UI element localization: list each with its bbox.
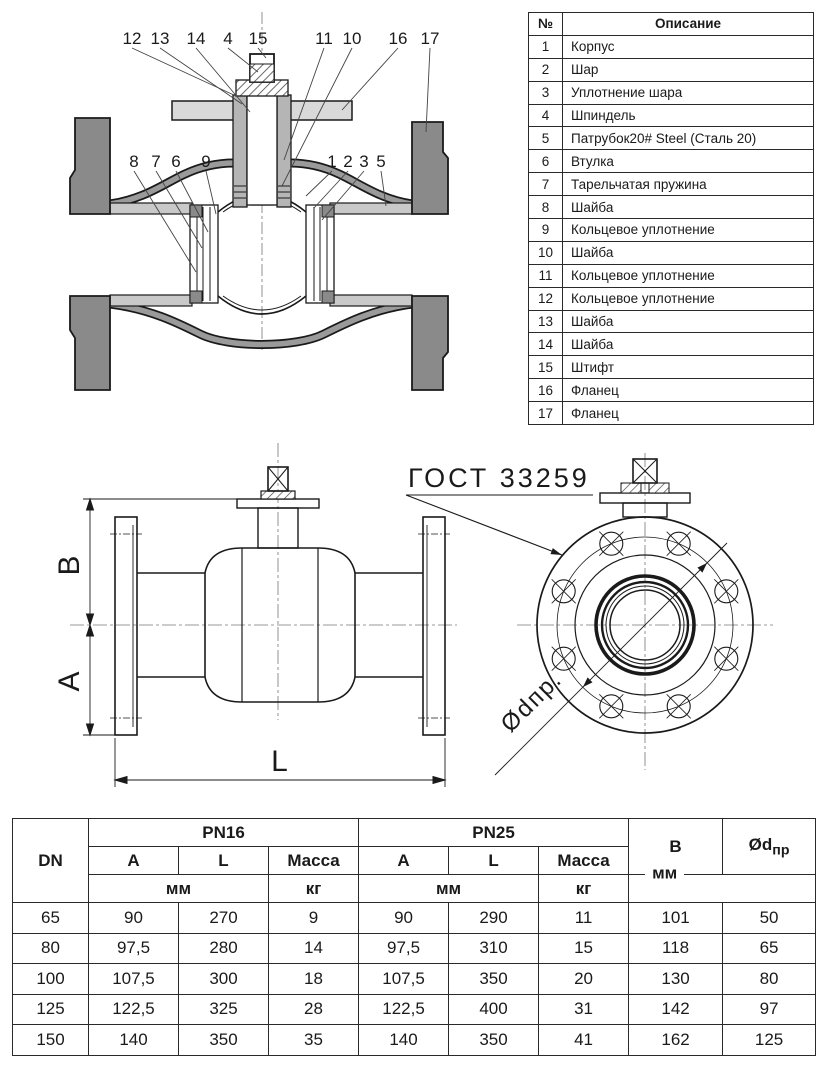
parts-row: 14 Шайба: [529, 333, 814, 356]
spec-row-dn100: 100 107,5 300 18 107,5 350 20 130 80: [13, 964, 816, 995]
callout-5: 5: [376, 152, 386, 171]
gost-annotation: [406, 463, 593, 555]
callout-14: 14: [186, 29, 206, 48]
parts-header-row: [529, 13, 814, 36]
spec-header-pn16: PN16: [89, 819, 359, 847]
callout-15: 15: [248, 29, 268, 48]
spec-header-groups: [13, 819, 816, 847]
spec-header-a16: A: [89, 847, 179, 875]
front-view: [495, 453, 773, 775]
callout-10: 10: [342, 29, 362, 48]
parts-row: 9 Кольцевое уплотнение: [529, 219, 814, 242]
stem-housing: [233, 80, 291, 207]
parts-row: 10 Шайба: [529, 241, 814, 264]
callout-9: 9: [201, 152, 211, 171]
parts-header-desc: Описание: [563, 13, 814, 36]
spec-header-l16: L: [179, 847, 269, 875]
parts-row: 6 Втулка: [529, 150, 814, 173]
spec-header-dpr: $Ød_{пр}$: [723, 819, 816, 875]
left-flange-section: [70, 118, 110, 390]
spec-row-dn65: 65 90 270 9 90 290 11 101 50: [13, 903, 816, 934]
spec-header-l25: L: [449, 847, 539, 875]
spec-row-dn80: 80 97,5 280 14 97,5 310 15 118 65: [13, 933, 816, 964]
spec-table: [12, 818, 816, 1056]
bolt-circle-dimension: [495, 543, 727, 775]
spec-row-dn125: 125 122,5 325 28 122,5 400 31 142 97: [13, 994, 816, 1025]
parts-row: 13 Шайба: [529, 310, 814, 333]
parts-row: 5 Патрубок20# Steel (Сталь 20): [529, 127, 814, 150]
dimension-label-l: L: [271, 745, 289, 778]
parts-row: 2 Шар: [529, 58, 814, 81]
spec-units-row: [13, 875, 816, 903]
spec-unit-kg16: кг: [269, 875, 359, 903]
callout-12: 12: [122, 29, 142, 48]
bolt-circle-diameter-label: Ødпр.: [495, 665, 568, 738]
gost-label: ГОСТ 33259: [408, 463, 590, 493]
dimension-label-b: B: [53, 554, 86, 576]
parts-row: 17 Фланец: [529, 402, 814, 425]
callout-17: 17: [420, 29, 440, 48]
callout-16: 16: [388, 29, 408, 48]
side-view-dimension-labels: [53, 554, 289, 778]
callout-13: 13: [150, 29, 170, 48]
spec-header-mass16: Масса: [269, 847, 359, 875]
dimension-drawings: [25, 435, 800, 805]
pipe-walls: [110, 203, 412, 306]
callout-7: 7: [151, 152, 161, 171]
spec-unit-kg25: кг: [539, 875, 629, 903]
spec-header-a25: A: [359, 847, 449, 875]
dimension-label-a: A: [53, 670, 86, 692]
callout-2: 2: [343, 152, 353, 171]
spec-header-pn25: PN25: [359, 819, 629, 847]
parts-row: 15 Штифт: [529, 356, 814, 379]
parts-row: 8 Шайба: [529, 196, 814, 219]
callout-1: 1: [327, 152, 337, 171]
spec-unit-mm16: мм: [89, 875, 269, 903]
spec-header-mass25: Масса: [539, 847, 629, 875]
callout-3: 3: [359, 152, 369, 171]
spec-header-dn: DN: [13, 819, 89, 903]
left-seat-assembly: [190, 205, 218, 303]
parts-row: 7 Тарельчатая пружина: [529, 173, 814, 196]
callout-6: 6: [171, 152, 181, 171]
right-seat-assembly: [306, 205, 334, 303]
spec-unit-mm-b: мм: [629, 875, 816, 903]
parts-row: 11 Кольцевое уплотнение: [529, 264, 814, 287]
callout-8: 8: [129, 152, 139, 171]
parts-row: 3 Уплотнение шара: [529, 81, 814, 104]
spec-unit-mm25: мм: [359, 875, 539, 903]
right-flange-section: [412, 122, 448, 390]
spec-header-b: B: [629, 819, 723, 875]
spec-row-dn150: 150 140 350 35 140 350 41 162 125: [13, 1025, 816, 1056]
parts-table: [528, 12, 814, 425]
callout-4: 4: [223, 29, 233, 48]
parts-row: 4 Шпиндель: [529, 104, 814, 127]
valve-cross-section-drawing: [30, 0, 490, 400]
side-view: [70, 443, 457, 735]
parts-row: 12 Кольцевое уплотнение: [529, 287, 814, 310]
parts-row: 1 Корпус: [529, 35, 814, 58]
callout-11: 11: [315, 29, 333, 48]
parts-header-num: №: [529, 13, 563, 36]
parts-row: 16 Фланец: [529, 379, 814, 402]
